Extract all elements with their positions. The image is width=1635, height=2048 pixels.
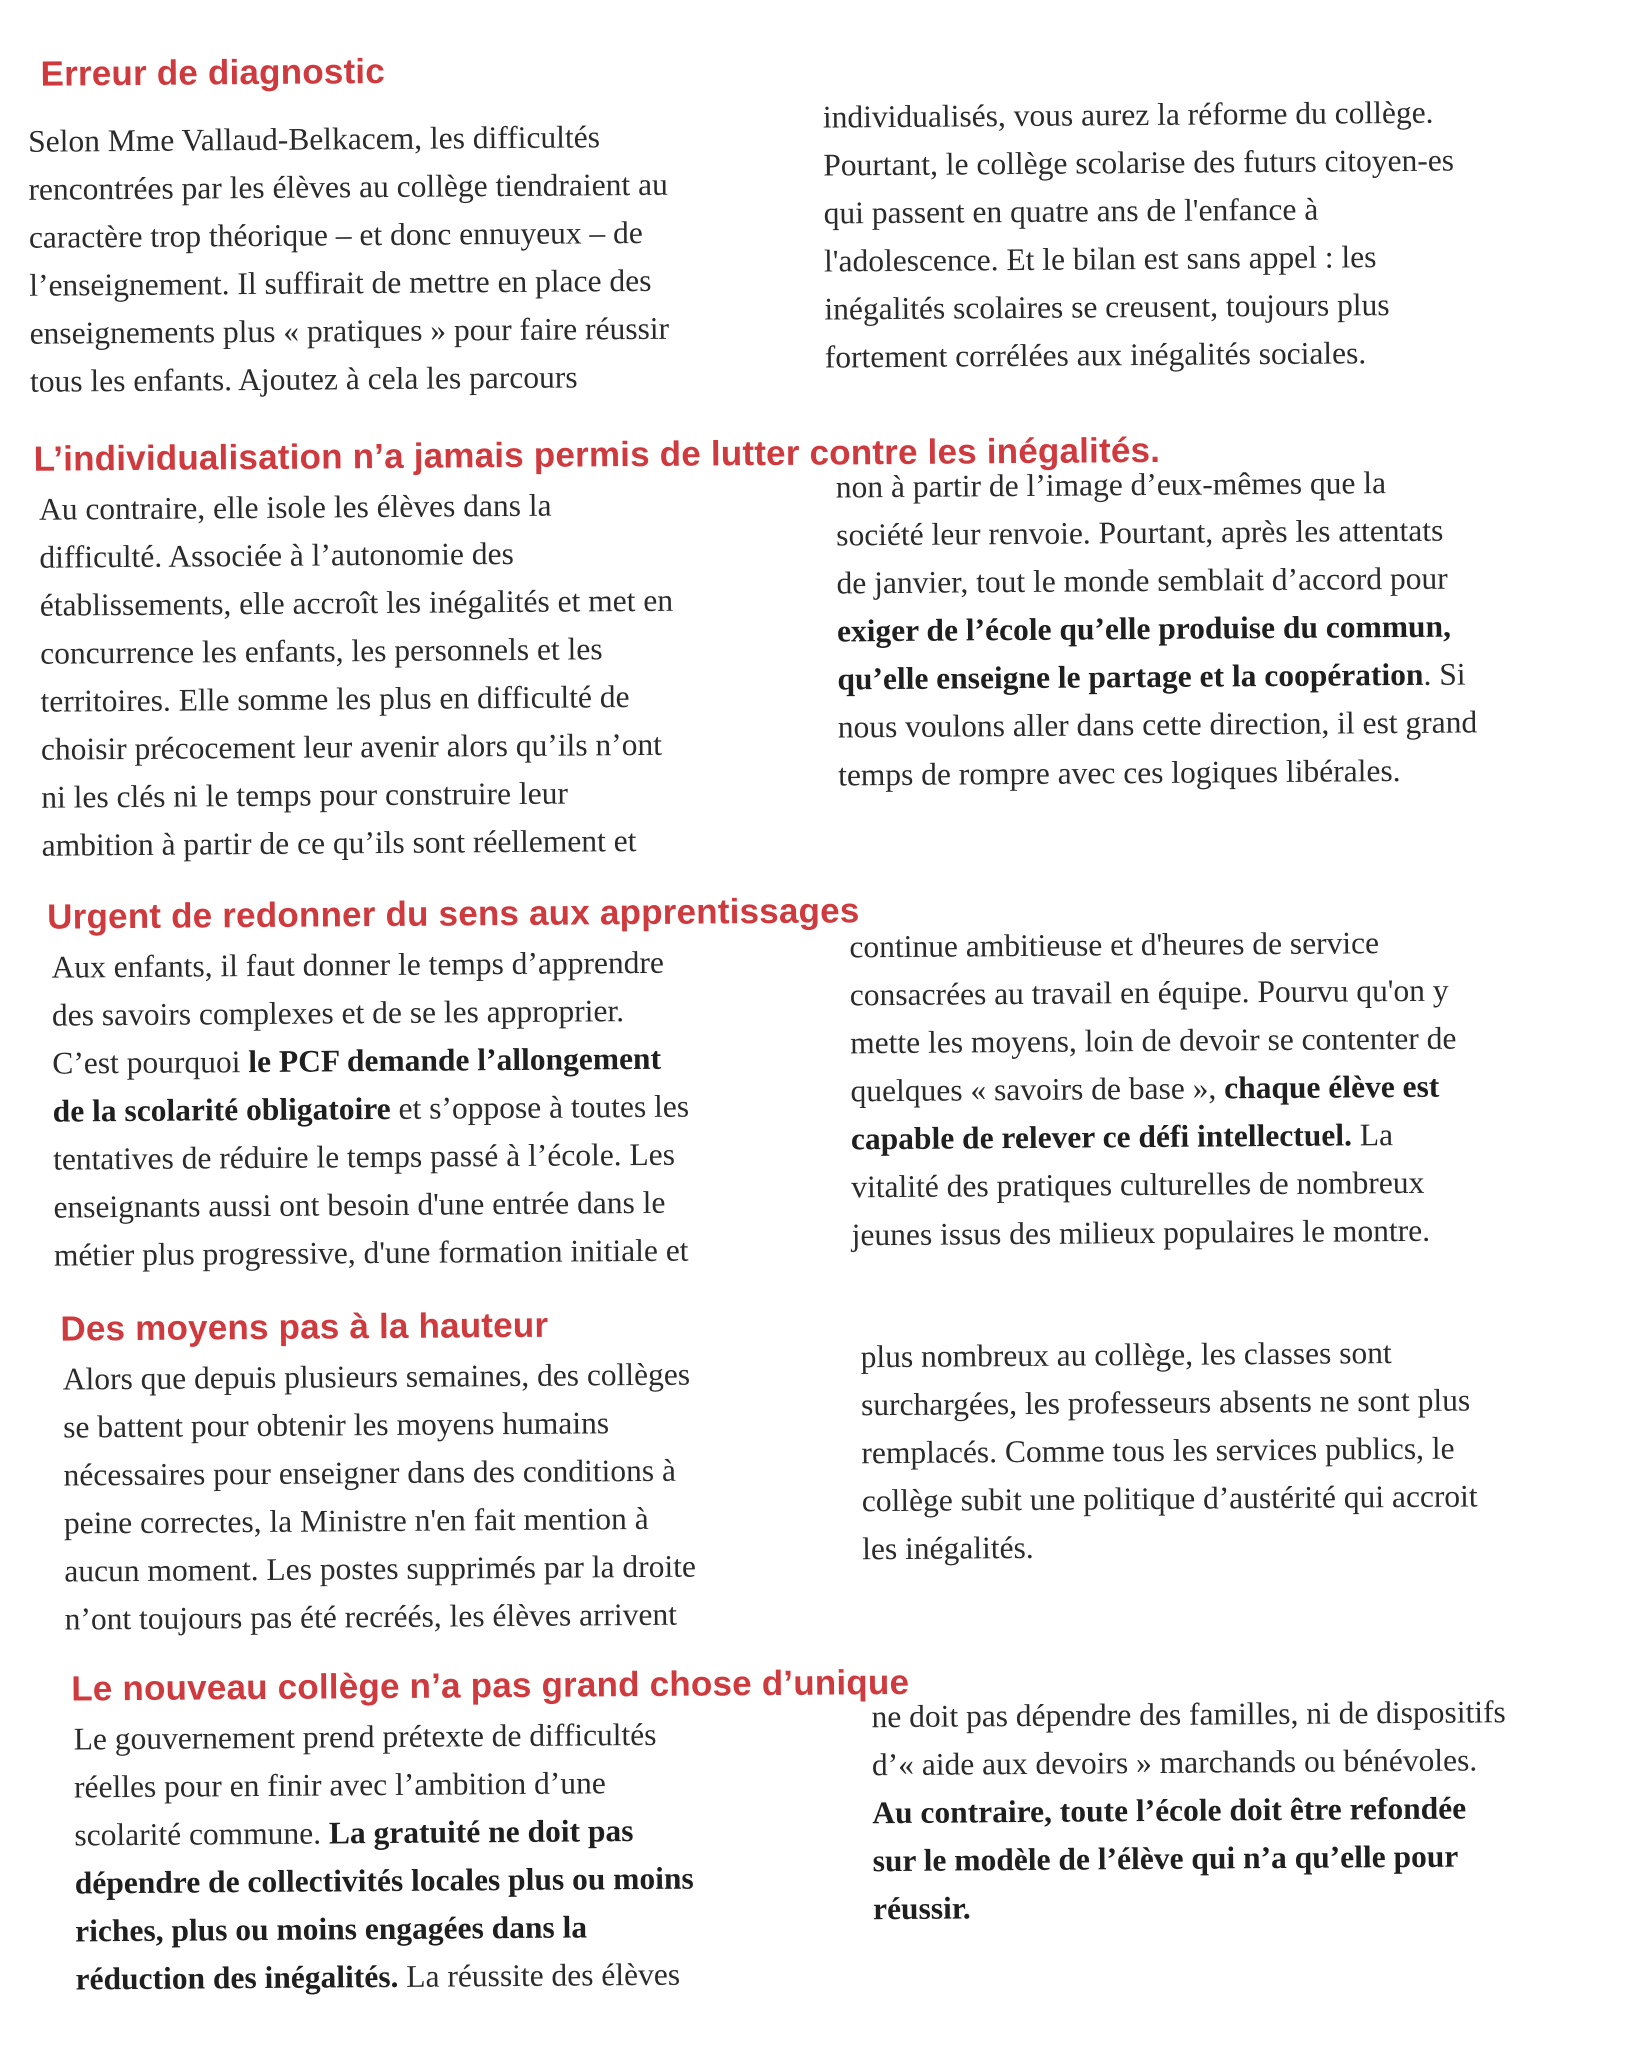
text-run: scolarité commune. xyxy=(74,1815,330,1853)
text-run: métier plus progressive, d'une formation initiale et xyxy=(53,1232,689,1273)
text-line xyxy=(39,528,809,582)
text-line xyxy=(28,112,798,166)
bold-text: dépendre de collectivités locales plus ou moins xyxy=(74,1860,694,1901)
text-run: Le gouvernement prend prétexte de difficultés xyxy=(73,1716,657,1757)
text-line xyxy=(29,208,799,262)
text-run: les inégalités. xyxy=(862,1529,1034,1567)
text-run: . Si xyxy=(1423,656,1466,692)
text-line xyxy=(838,697,1618,751)
left-column xyxy=(39,480,812,870)
text-run: aucun moment. Les postes supprimés par la droite xyxy=(64,1548,697,1589)
text-run: continue ambitieuse et d'heures de service xyxy=(849,925,1380,965)
text-line xyxy=(64,1493,834,1547)
text-run: et s’oppose à toutes les xyxy=(390,1088,690,1126)
section-heading: Urgent de redonner du sens aux apprentissages xyxy=(47,891,860,937)
text-line xyxy=(52,986,822,1040)
text-run: établissements, elle accroît les inégalités et met en xyxy=(39,582,674,623)
left-column xyxy=(73,1709,845,2003)
section-heading: Des moyens pas à la hauteur xyxy=(60,1305,549,1349)
text-run: tous les enfants. Ajoutez à cela les parcours xyxy=(29,359,578,399)
section-heading: L’individualisation n’a jamais permis de lutter contre les inégalités. xyxy=(33,430,1161,479)
paragraph xyxy=(860,1327,1635,1573)
text-line xyxy=(63,1445,833,1499)
right-column xyxy=(860,1327,1635,1573)
text-run: rencontrées par les élèves au collège tiendraient au xyxy=(28,166,668,207)
right-column xyxy=(823,87,1605,381)
text-run: ambition à partir de ce qu’ils sont réellement et xyxy=(41,823,637,863)
text-run: individualisés, vous aurez la réforme du collège. xyxy=(822,94,1434,135)
text-line xyxy=(851,1109,1631,1163)
text-run: jeunes issus des milieux populaires le montre. xyxy=(851,1212,1431,1253)
bold-text: réussir. xyxy=(872,1890,971,1927)
text-line xyxy=(39,480,809,534)
text-line xyxy=(74,1757,844,1811)
text-run: ne doit pas dépendre des familles, ni de dispositifs xyxy=(871,1694,1506,1735)
text-line xyxy=(40,672,810,726)
left-column xyxy=(63,1350,835,1644)
text-run: plus nombreux au collège, les classes sont xyxy=(860,1335,1392,1375)
text-line xyxy=(861,1423,1635,1477)
bold-text: riches, plus ou moins engagées dans la xyxy=(75,1909,588,1949)
text-line xyxy=(824,183,1604,237)
text-line xyxy=(75,1853,845,1907)
text-run: nécessaires pour enseigner dans des conditions à xyxy=(63,1452,677,1493)
bold-text: Au contraire, toute l’école doit être refondée xyxy=(872,1790,1467,1831)
text-line xyxy=(41,768,811,822)
text-run: vitalité des pratiques culturelles de nombreux xyxy=(851,1164,1425,1205)
text-run: ni les clés ni le temps pour construire leur xyxy=(41,775,569,815)
text-line xyxy=(824,231,1604,285)
paragraph xyxy=(871,1687,1635,1933)
text-run: Alors que depuis plusieurs semaines, des collèges xyxy=(62,1356,691,1397)
bold-text: qu’elle enseigne le partage et la coopération xyxy=(837,656,1424,697)
text-run: consacrées au travail en équipe. Pourvu qu'on y xyxy=(849,972,1449,1013)
text-line xyxy=(40,624,810,678)
text-run: C’est pourquoi xyxy=(52,1044,249,1081)
bold-text: La gratuité ne doit pas xyxy=(328,1813,634,1851)
text-line xyxy=(53,1082,823,1136)
text-line xyxy=(53,1130,823,1184)
text-run: concurrence les enfants, les personnels et les xyxy=(39,631,603,671)
text-line xyxy=(850,1061,1630,1115)
text-line xyxy=(836,457,1616,511)
text-run: peine correctes, la Ministre n'en fait mention à xyxy=(63,1500,649,1541)
text-run: fortement corrélées aux inégalités sociales. xyxy=(824,335,1367,375)
text-run: des savoirs complexes et de se les approprier. xyxy=(51,993,625,1033)
text-line xyxy=(837,601,1617,655)
text-line xyxy=(54,1226,824,1280)
text-line xyxy=(849,917,1629,971)
text-run: réelles pour en finir avec l’ambition d’une xyxy=(73,1765,606,1805)
bold-text: capable de relever ce défi intellectuel. xyxy=(850,1117,1353,1157)
text-run: inégalités scolaires se creusent, toujours plus xyxy=(824,287,1390,327)
text-run: territoires. Elle somme les plus en difficulté de xyxy=(40,679,630,719)
text-line xyxy=(837,649,1617,703)
text-line xyxy=(30,352,800,406)
bold-text: de la scolarité obligatoire xyxy=(52,1090,391,1129)
text-line xyxy=(872,1735,1635,1789)
text-line xyxy=(29,304,799,358)
text-run: choisir précocement leur avenir alors qu’ils n’ont xyxy=(40,726,663,767)
text-run: qui passent en quatre ans de l'enfance à xyxy=(823,191,1319,231)
text-run: Aux enfants, il faut donner le temps d’apprendre xyxy=(51,944,665,985)
text-run: de janvier, tout le monde semblait d’accord pour xyxy=(836,560,1448,601)
text-run: collège subit une politique d’austérité qui accroit xyxy=(861,1478,1478,1519)
text-run: enseignements plus « pratiques » pour faire réussir xyxy=(29,310,670,351)
text-run: quelques « savoirs de base », xyxy=(850,1070,1225,1109)
text-line xyxy=(836,553,1616,607)
text-run: La réussite des élèves xyxy=(398,1956,681,1994)
bold-text: chaque élève est xyxy=(1223,1068,1440,1106)
text-line xyxy=(852,1205,1632,1259)
text-run: non à partir de l’image d’eux-mêmes que la xyxy=(835,465,1387,505)
text-line xyxy=(40,576,810,630)
text-line xyxy=(872,1831,1635,1885)
text-line xyxy=(872,1783,1635,1837)
text-run: se battent pour obtenir les moyens humains xyxy=(63,1405,610,1445)
text-run: société leur renvoie. Pourtant, après les attentats xyxy=(836,512,1444,553)
text-run: La xyxy=(1351,1117,1394,1153)
text-run: remplacés. Comme tous les services publics, le xyxy=(861,1430,1455,1471)
text-line xyxy=(52,1034,822,1088)
text-line xyxy=(41,816,811,870)
text-run: Au contraire, elle isole les élèves dans la xyxy=(38,487,552,527)
text-line xyxy=(871,1687,1635,1741)
right-column xyxy=(849,917,1632,1259)
text-run: l'adolescence. Et le bilan est sans appel : les xyxy=(823,239,1377,279)
text-run: Pourtant, le collège scolarise des futurs citoyen-es xyxy=(823,142,1455,183)
paragraph xyxy=(73,1709,845,2003)
text-line xyxy=(861,1375,1635,1429)
text-line xyxy=(823,87,1603,141)
section-heading: Erreur de diagnostic xyxy=(40,51,386,94)
text-run: n’ont toujours pas été recréés, les élèves arrivent xyxy=(64,1596,678,1637)
text-line xyxy=(29,256,799,310)
text-run: difficulté. Associée à l’autonomie des xyxy=(39,535,514,575)
text-line xyxy=(838,745,1618,799)
text-line xyxy=(65,1589,835,1643)
text-run: surchargées, les professeurs absents ne sont plus xyxy=(860,1382,1471,1423)
text-run: mette les moyens, loin de devoir se contenter de xyxy=(850,1020,1457,1061)
text-line xyxy=(850,965,1630,1019)
paragraph xyxy=(836,457,1619,799)
text-run: d’« aide aux devoirs » marchands ou bénévoles. xyxy=(871,1742,1478,1783)
bold-text: sur le modèle de l’élève qui n’a qu’elle pour xyxy=(872,1838,1459,1879)
text-line xyxy=(73,1709,843,1763)
section-heading: Le nouveau collège n’a pas grand chose d’unique xyxy=(71,1662,910,1709)
text-line xyxy=(74,1805,844,1859)
text-line xyxy=(836,505,1616,559)
text-run: Selon Mme Vallaud-Belkacem, les difficultés xyxy=(27,119,601,159)
bold-text: le PCF demande l’allongement xyxy=(248,1040,662,1080)
text-run: caractère trop théorique – et donc ennuyeux – de xyxy=(28,214,643,255)
text-run: l’enseignement. Il suffirait de mettre en place des xyxy=(29,262,652,303)
text-line xyxy=(862,1471,1635,1525)
text-line xyxy=(63,1398,833,1452)
text-line xyxy=(851,1157,1631,1211)
left-column xyxy=(28,112,800,406)
text-run: tentatives de réduire le temps passé à l’école. Les xyxy=(52,1136,676,1177)
left-column xyxy=(51,938,824,1280)
text-run: nous voulons aller dans cette direction, il est grand xyxy=(837,704,1478,745)
bold-text: exiger de l’école qu’elle produise du commun, xyxy=(836,608,1452,649)
paragraph xyxy=(849,917,1632,1259)
text-line xyxy=(75,1949,845,2003)
bold-text: réduction des inégalités. xyxy=(75,1958,399,1997)
paragraph xyxy=(823,87,1605,381)
paragraph xyxy=(39,480,812,870)
text-line xyxy=(862,1519,1635,1573)
right-column xyxy=(871,1687,1635,1933)
text-line xyxy=(873,1879,1635,1933)
text-run: enseignants aussi ont besoin d'une entrée dans le xyxy=(53,1184,666,1225)
text-line xyxy=(824,279,1604,333)
text-run: temps de rompre avec ces logiques libérales. xyxy=(837,753,1401,793)
text-line xyxy=(64,1541,834,1595)
text-line xyxy=(28,160,798,214)
paragraph xyxy=(28,112,800,406)
text-line xyxy=(63,1350,833,1404)
text-line xyxy=(53,1178,823,1232)
text-line xyxy=(75,1901,845,1955)
text-line xyxy=(51,938,821,992)
text-line xyxy=(825,327,1605,381)
text-line xyxy=(41,720,811,774)
text-line xyxy=(850,1013,1630,1067)
paragraph xyxy=(51,938,824,1280)
paragraph xyxy=(63,1350,835,1644)
right-column xyxy=(836,457,1619,799)
text-line xyxy=(860,1327,1635,1381)
text-line xyxy=(823,135,1603,189)
